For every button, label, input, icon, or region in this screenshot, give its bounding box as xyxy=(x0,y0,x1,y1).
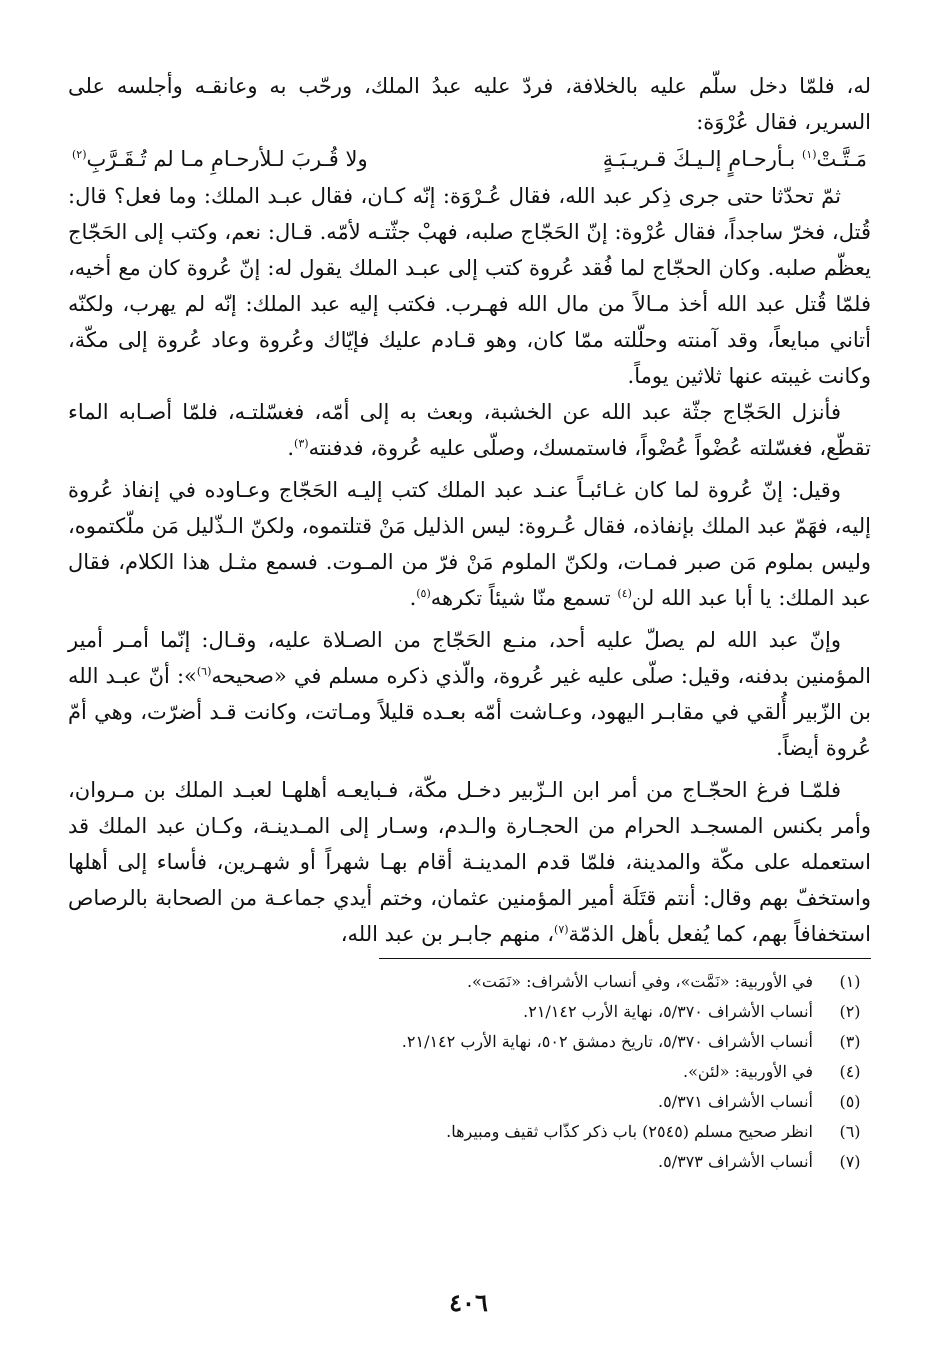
paragraph-3: فأنزل الحَجّاج جثّة عبد الله عن الخشبة، وبعث به إلى أمّه، فغسّلتـه، فلمّا أصـابه الماء تقطّع، فغسّلته عُضْواً عُضْواً، فاستمسك، وصلّى عليه عُروة، فدفنته$^{(٣)}$. xyxy=(68,400,871,460)
paragraph-6-text-a: فلمّـا فرغ الحجّـاج من أمر ابن الـزّبير دخـل مكّة، فـبايعـه أهلهـا لعبـد الملك بن مـروان، وأمر بكنس المسجـد الحرام من الحجـارة والـدم، وسـار إلى المـدينـة، وكـان عبد الملك قد استعمله على مكّة والمدينة، فلمّا قدم المدينـة أقام بهـا شهراً أو شهـرين، فأساء إلى أهلها واستخفّ بهم وقال: أنتم قتَلَة أمير المؤمنين عثمان، وختم أيدي جماعـة من الصحابة بالرصاص استخفافاً بهم، كما يُفعل بأهل الذمّة xyxy=(68,778,871,946)
footnote-separator xyxy=(379,958,871,959)
footnote-text: أنساب الأشراف ٥/٣٧١. xyxy=(658,1092,813,1111)
paragraph-4-text-a: وقيل: إنّ عُروة لما كان غـائبـاً عنـد عبد الملك كتب إليـه الحَجّاج وعـاوده في إنفاذ عُروة إليه، فهَمّ عبد الملك بإنفاذه، فقال عُـروة: ليس الذليل مَنْ قتلتموه، ولكنّ الـذّليل مَن ملّكتموه، وليس بملوم مَن صبر فمـات، ولكنّ الملوم مَنْ فرّ من المـوت. فسمع مثـل هذا الكلام، فقال عبد الملك: يا أبا عبد الله لن xyxy=(68,478,871,610)
footnote-ref-2: (٢) xyxy=(72,148,87,161)
verse-second-text: ولا قُـربَ لـلأرحـامِ مـا لم تُـقَـرَّبِ xyxy=(86,147,368,171)
footnote-ref-7: (٧) xyxy=(554,923,569,936)
footnote-number: (٧) xyxy=(839,1152,861,1171)
paragraph-5-text-b: »: أنّ عبـد الله بن الزّبير أُلقي في مقابـر اليهود، وعـاشت أمّه بعـده قليلاً ومـاتت، وكانت قـد أضرّت، وهي أمّ عُروة أيضاً. xyxy=(68,664,871,760)
verse-first-rest: بـأرحـامٍ إلـيـكَ قـريـبَـةٍ xyxy=(602,147,796,171)
footnote xyxy=(68,1117,865,1147)
main-text xyxy=(68,68,871,952)
poetry-verse xyxy=(72,140,867,178)
paragraph-5-text-a: وإنّ عبد الله لم يصلّ عليه أحد، منـع الحَجّاج من الصـلاة عليه، وقـال: إنّما أمـر أمير المؤمنين بدفنه، وقيل: صلّى عليه غير عُروة، والّذي ذكره مسلم في «صحيحه xyxy=(68,628,871,688)
paragraph-5 xyxy=(68,622,871,766)
footnote xyxy=(68,1027,865,1057)
footnote xyxy=(68,1057,865,1087)
paragraph-1-text: له، فلمّا دخل سلّم عليه بالخلافة، فردّ عليه عبدُ الملك، ورحّب به وعانقـه وأجلسه على السرير، فقال عُرْوَة: xyxy=(68,74,871,134)
footnote-number: (٦) xyxy=(839,1122,861,1141)
paragraph-3-text: فأنزل الحَجّاج جثّة عبد الله عن الخشبة، وبعث به إلى أمّه، فغسّلتـه، فلمّا أصـابه الماء تقطّع، فغسّلته عُضْواً عُضْواً، فاستمسك، وصلّى عليه عُروة، فدفنته xyxy=(68,400,871,460)
footnote-text: أنساب الأشراف ٥/٣٧٠، نهاية الأرب ٢١/١٤٢. xyxy=(523,1002,813,1021)
paragraph-6 xyxy=(68,772,871,952)
footnote-text: أنساب الأشراف ٥/٣٧٠، تاريخ دمشق ٥٠٢، نهاية الأرب ٢١/١٤٢. xyxy=(401,1032,813,1051)
footnote xyxy=(68,967,865,997)
footnote-ref-3: (٣) xyxy=(294,437,309,450)
paragraph-4: وقيل: إنّ عُروة لما كان غـائبـاً عنـد عبد الملك كتب إليـه الحَجّاج وعـاوده في إنفاذ عُروة إليه، فهَمّ عبد الملك بإنفاذه، فقال عُـروة: ليس الذليل مَنْ قتلتموه، ولكنّ الـذّليل مَن ملّكتموه، وليس بملوم مَن صبر فمـات، ولكنّ الملوم مَنْ فرّ من المـوت. فسمع مثـل هذا الكلام، فقال عبد الملك: يا أبا عبد الله لن$^{(٤)}$ تسمع منّا شيئاً تكرهه$^{(٥)}$. xyxy=(68,478,871,610)
footnote-number: (٢) xyxy=(839,1002,861,1021)
paragraph-4-text-b: تسمع منّا شيئاً تكرهه xyxy=(430,586,611,610)
footnote-text: أنساب الأشراف ٥/٣٧٣. xyxy=(658,1152,813,1171)
footnote-text: انظر صحيح مسلم (٢٥٤٥) باب ذكر كذّاب ثقيف ومبيرها. xyxy=(446,1122,813,1141)
verse-second-hemistich xyxy=(72,140,368,178)
paragraph-1 xyxy=(68,68,871,140)
footnote-ref-6: (٦) xyxy=(196,665,212,678)
verse-word: مَـتَّـتْ xyxy=(816,147,867,171)
page-number: ٤٠٦ xyxy=(449,1288,488,1317)
footnote-ref-1: (١) xyxy=(801,148,817,161)
paragraph-2 xyxy=(68,178,871,394)
footnote-text: في الأوربية: «نَمَّت»، وفي أنساب الأشراف: «نَمَت». xyxy=(466,972,813,991)
verse-first-hemistich xyxy=(603,140,867,178)
footnote xyxy=(68,997,865,1027)
paragraph-2-text: ثمّ تحدّثا حتى جرى ذِكر عبد الله، فقال عُـرْوَة: إنّه كـان، فقال عبـد الملك: وما فعل؟ قال: قُتل، فخرّ ساجداً، فقال عُرْوة: إنّ الحَجّاج صلبه، فهبْ جثّتـه لأمّه. قـال: نعم، وكتب إلى الحَجّاج يعظّم صلبه. وكان الحجّاج لما فُقد عُروة كتب إلى عبـد الملك يقول له: إنّ عُروة كان مع أخيه، فلمّا قُتل عبد الله أخذ مـالاً من مال الله فهـرب. فكتب إليه عبد الملك: إنّه لم يهرب، ولكنّه أتاني مبايعاً، وقد آمنته وحلّلته ممّا كان، وهو قـادم عليك فإيّاك وعُروة وعاد عُروة إلى مكّة، وكانت غيبته عنها ثلاثين يوماً. xyxy=(68,184,871,388)
footnote-number: (٥) xyxy=(839,1092,861,1111)
footnote xyxy=(68,1147,865,1177)
footnote-number: (٤) xyxy=(839,1062,861,1081)
footnote xyxy=(68,1087,865,1117)
footnote-text: في الأوربية: «لئن». xyxy=(683,1062,813,1081)
footnote-number: (٣) xyxy=(839,1032,861,1051)
footnote-ref-4: (٤) xyxy=(617,587,632,600)
footnotes xyxy=(68,967,865,1177)
footnote-ref-5: (٥) xyxy=(416,587,431,600)
paragraph-6-text-b: ، منهم جابـر بن عبد الله، xyxy=(340,922,555,946)
footnote-number: (١) xyxy=(839,972,861,991)
